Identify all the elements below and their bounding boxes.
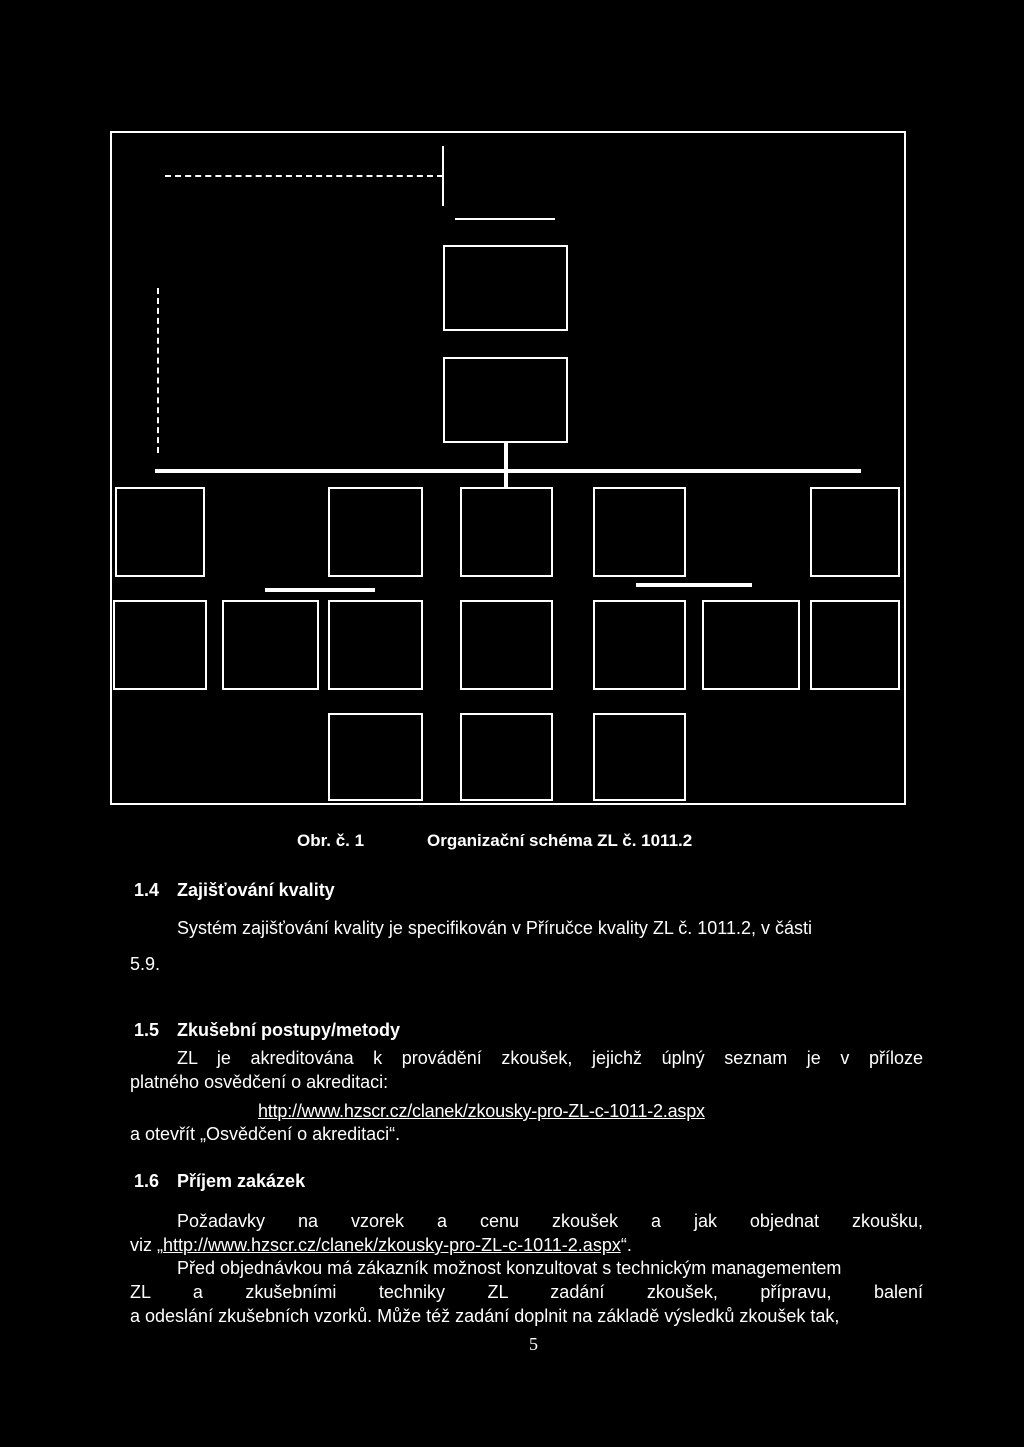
org-chart-box-director [443, 245, 568, 331]
section-1-6-body-line2-suffix: “. [620, 1235, 632, 1255]
figure-label: Obr. č. 1 [297, 831, 365, 850]
org-chart-box-row2-6 [702, 600, 800, 690]
org-chart-box-row2-3 [328, 600, 423, 690]
section-1-5-body-line2: platného osvědčení o akreditaci: [130, 1072, 389, 1092]
section-1-5-body-line3: a otevřít „Osvědčení o akreditaci“. [130, 1124, 401, 1144]
org-chart-main-bar [155, 469, 861, 473]
page-number: 5 [529, 1334, 538, 1354]
org-chart-box-row1-5 [810, 487, 900, 577]
org-chart-box-row3-3 [593, 713, 686, 801]
org-chart-frame [110, 131, 906, 805]
section-1-6-body-line1: Požadavky na vzorek a cenu zkoušek a jak objednat zkoušku, [177, 1211, 923, 1231]
org-chart-box-deputy [443, 357, 568, 443]
section-1-6-body-line5: a odeslání zkušebních vzorků. Může též zadání doplnit na základě výsledků zkoušek tak, [130, 1306, 840, 1326]
org-chart-connector-right [636, 583, 752, 587]
section-1-6-body-line2 [130, 1235, 632, 1256]
section-1-4-body-line2: 5.9. [130, 954, 161, 974]
org-chart-box-row1-3 [460, 487, 553, 577]
section-1-6-heading: Příjem zakázek [177, 1171, 306, 1191]
section-1-4-body-line1: Systém zajišťování kvality je specifikován v Příručce kvality ZL č. 1011.2, v části [177, 918, 812, 938]
org-chart-connector-left [265, 588, 375, 592]
org-chart-dashed-vertical [157, 288, 159, 453]
section-1-6-body-line4: ZL a zkušebními techniky ZL zadání zkoušek, přípravu, balení [130, 1282, 923, 1302]
org-chart-box-row2-7 [810, 600, 900, 690]
org-chart-box-row1-2 [328, 487, 423, 577]
section-1-4-heading: Zajišťování kvality [177, 880, 335, 900]
section-1-5-body-line1: ZL je akreditována k provádění zkoušek, jejichž úplný seznam je v příloze [177, 1048, 923, 1068]
org-chart-box-row3-1 [328, 713, 423, 801]
section-1-5-number: 1.5 [134, 1020, 160, 1040]
org-chart-dashed-connector [165, 175, 443, 177]
org-chart-box-row2-4 [460, 600, 553, 690]
section-1-6-body-line2-prefix: viz „ [130, 1235, 163, 1255]
section-1-6-number: 1.6 [134, 1171, 160, 1191]
org-chart-box-row2-2 [222, 600, 319, 690]
org-chart-connector [455, 218, 555, 220]
org-chart-box-row2-5 [593, 600, 686, 690]
org-chart-box-row3-2 [460, 713, 553, 801]
section-1-4-number: 1.4 [134, 880, 160, 900]
section-1-6-body-line3: Před objednávkou má zákazník možnost konzultovat s technickým managementem [177, 1258, 842, 1278]
org-chart-vertical-connector [504, 443, 508, 487]
section-1-6-link[interactable]: http://www.hzscr.cz/clanek/zkousky-pro-ZL-c-1011-2.aspx [163, 1235, 621, 1255]
figure-title: Organizační schéma ZL č. 1011.2 [427, 831, 693, 850]
org-chart-box-row1-1 [115, 487, 205, 577]
org-chart-vertical-connector [442, 146, 444, 206]
section-1-5-link[interactable]: http://www.hzscr.cz/clanek/zkousky-pro-ZL-c-1011-2.aspx [258, 1101, 705, 1121]
org-chart-box-row1-4 [593, 487, 686, 577]
org-chart-box-row2-1 [113, 600, 207, 690]
section-1-5-heading: Zkušební postupy/metody [177, 1020, 401, 1040]
